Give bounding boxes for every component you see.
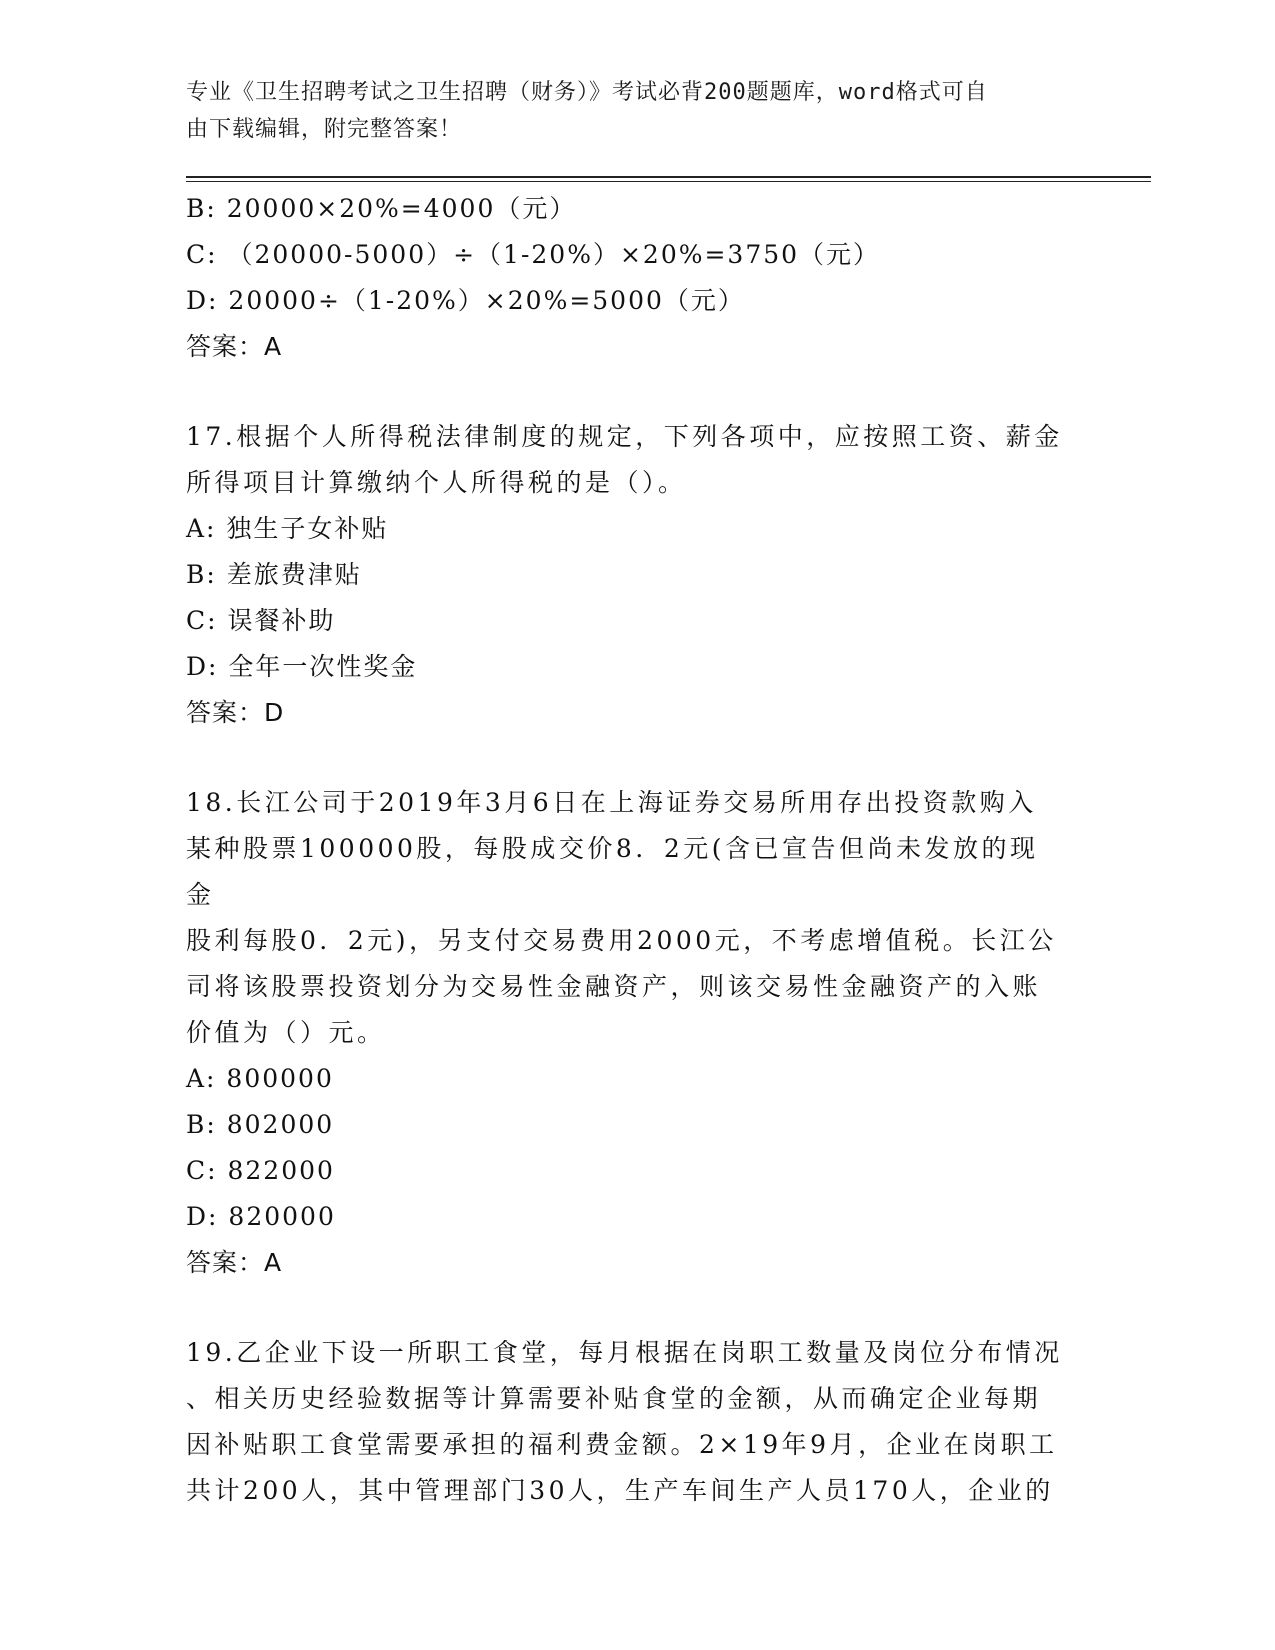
q19-stem-line-2: 、相关历史经验数据等计算需要补贴食堂的金额，从而确定企业每期 — [186, 1384, 1042, 1413]
q18-option-b: B: 802000 — [186, 1110, 335, 1139]
q19-stem-line-4: 共计200人，其中管理部门30人，生产车间生产人员170人，企业的 — [186, 1476, 1054, 1505]
q18-answer: 答案：A — [186, 1248, 283, 1277]
q17-stem-line-1: 17.根据个人所得税法律制度的规定，下列各项中，应按照工资、薪金 — [186, 422, 1063, 451]
question-16 — [186, 186, 1086, 370]
spacer — [186, 370, 1086, 414]
q17-option-a: A: 独生子女补贴 — [186, 514, 389, 543]
q16-option-b: B: 20000×20%=4000（元） — [186, 194, 577, 223]
question-17 — [186, 414, 1086, 736]
spacer — [186, 1286, 1086, 1330]
q18-stem-line-2: 某种股票100000股，每股成交价8．2元(含已宣告但尚未发放的现金 — [186, 834, 1039, 909]
spacer — [186, 736, 1086, 780]
q19-stem — [186, 1330, 1066, 1514]
q19-stem-line-3: 因补贴职工食堂需要承担的福利费金额。2×19年9月，企业在岗职工 — [186, 1430, 1058, 1459]
q18-option-c: C: 822000 — [186, 1156, 335, 1185]
q18-stem-line-1: 18.长江公司于2019年3月6日在上海证券交易所用存出投资款购入 — [186, 788, 1037, 817]
q16-answer: 答案：A — [186, 332, 283, 361]
q16-option-c: C: （20000-5000）÷（1-20%）×20%=3750（元） — [186, 240, 881, 269]
q17-answer: 答案：D — [186, 698, 285, 727]
document-header — [186, 74, 1066, 148]
q18-stem-line-5: 价值为（）元。 — [186, 1018, 386, 1047]
q17-option-b: B: 差旅费津贴 — [186, 560, 362, 589]
q19-stem-line-1: 19.乙企业下设一所职工食堂，每月根据在岗职工数量及岗位分布情况 — [186, 1338, 1063, 1367]
question-19 — [186, 1330, 1086, 1514]
q16-option-d: D: 20000÷（1-20%）×20%=5000（元） — [186, 286, 745, 315]
q18-stem — [186, 780, 1066, 1056]
q18-stem-line-3: 股利每股0．2元)，另支付交易费用2000元，不考虑增值税。长江公 — [186, 926, 1057, 955]
q17-option-d: D: 全年一次性奖金 — [186, 652, 418, 681]
q17-option-c: C: 误餐补助 — [186, 606, 336, 635]
header-title-line-1: 专业《卫生招聘考试之卫生招聘（财务）》考试必背200题题库，word格式可自 — [186, 80, 988, 105]
question-list — [186, 186, 1086, 1514]
q17-stem — [186, 414, 1066, 506]
q17-stem-line-2: 所得项目计算缴纳个人所得税的是（）。 — [186, 468, 687, 497]
header-divider-thick — [186, 176, 1151, 178]
question-18 — [186, 780, 1086, 1286]
header-title-line-2: 由下载编辑，附完整答案！ — [186, 117, 463, 142]
q18-stem-line-4: 司将该股票投资划分为交易性金融资产，则该交易性金融资产的入账 — [186, 972, 1042, 1001]
q18-option-a: A: 800000 — [186, 1064, 334, 1093]
header-divider-thin — [186, 181, 1151, 182]
q18-option-d: D: 820000 — [186, 1202, 336, 1231]
